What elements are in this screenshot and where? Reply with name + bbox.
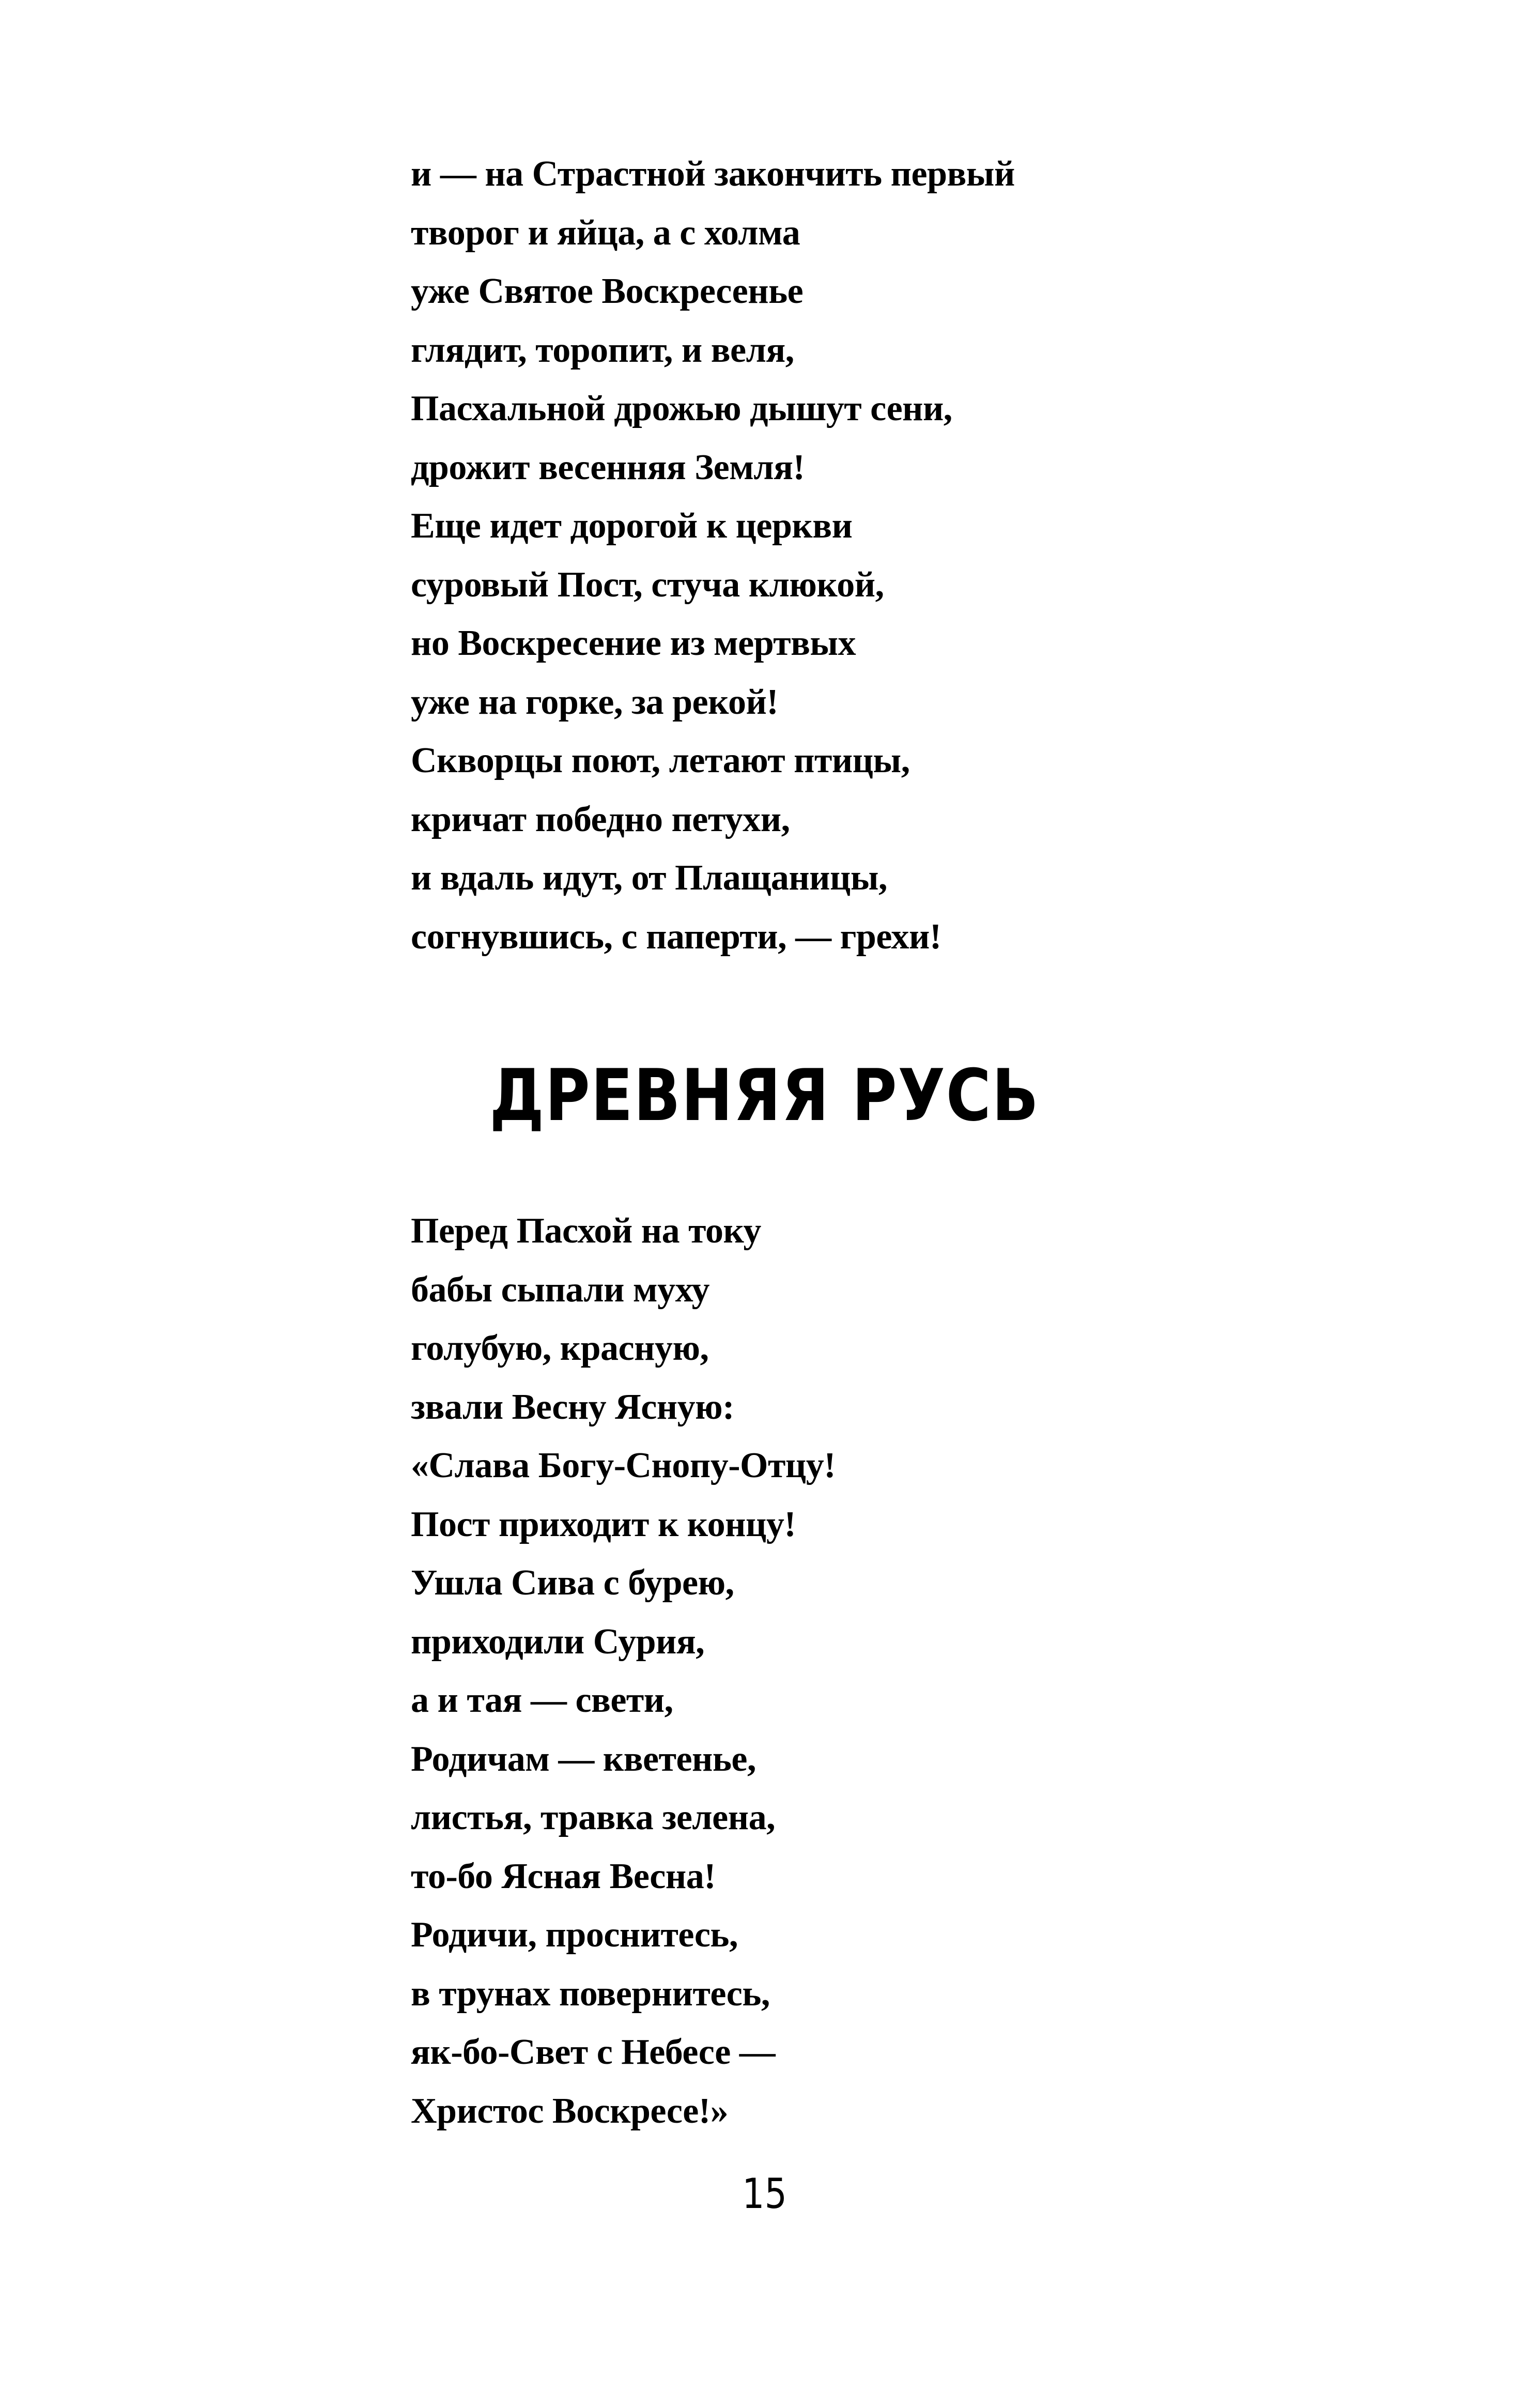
poem-line: як-бо-Свет с Небесе — bbox=[411, 2032, 776, 2072]
page-number: 15 bbox=[742, 2170, 787, 2218]
poem-line: в трунах повернитесь, bbox=[411, 1973, 770, 2014]
poem-line: звали Весну Ясную: bbox=[411, 1387, 734, 1427]
poem-line: Перед Пасхой на току bbox=[411, 1211, 761, 1251]
poem-line: и — на Страстной закончить первый bbox=[411, 154, 1015, 194]
poem-line: но Воскресение из мертвых bbox=[411, 623, 856, 663]
poem-line: Пост приходит к концу! bbox=[411, 1504, 796, 1544]
poem-line: уже на горке, за рекой! bbox=[411, 682, 779, 722]
poem-line: приходили Сурия, bbox=[411, 1621, 705, 1662]
poem-stanza-2 bbox=[411, 1202, 836, 2140]
poem-line: листья, травка зелена, bbox=[411, 1798, 776, 1837]
poem-stanza-1 bbox=[411, 145, 1015, 966]
poem-line: кричат победно петухи, bbox=[411, 799, 790, 839]
poem-line: уже Святое Воскресенье bbox=[411, 271, 804, 311]
poem-line: согнувшись, с паперти, — грехи! bbox=[411, 916, 941, 957]
poem-line: Ушла Сива с бурею, bbox=[411, 1563, 734, 1603]
poem-line: голубую, красную, bbox=[411, 1328, 709, 1368]
poem-line: Родичи, проснитесь, bbox=[411, 1915, 738, 1955]
poem-line: Христос Воскресе!» bbox=[411, 2091, 729, 2131]
poem-line: бабы сыпали муху bbox=[411, 1269, 709, 1310]
poem-line: то-бо Ясная Весна! bbox=[411, 1856, 716, 1896]
poem-line: суровый Пост, стуча клюкой, bbox=[411, 564, 884, 605]
poem-line: Скворцы поют, летают птицы, bbox=[411, 741, 910, 780]
poem-line: Пасхальной дрожью дышут сени, bbox=[411, 389, 952, 428]
poem-title: ДРЕВНЯЯ РУСЬ bbox=[489, 1054, 1040, 1137]
poem-line: творог и яйца, а с холма bbox=[411, 212, 800, 253]
poem-line: а и тая — свети, bbox=[411, 1680, 673, 1720]
poem-line: глядит, торопит, и веля, bbox=[411, 330, 794, 370]
poem-line: «Слава Богу-Снопу-Отцу! bbox=[411, 1446, 836, 1485]
poem-line: дрожит весенняя Земля! bbox=[411, 447, 805, 487]
poem-line: и вдаль идут, от Плащаницы, bbox=[411, 858, 887, 898]
poem-line: Еще идет дорогой к церкви bbox=[411, 506, 853, 546]
poem-line: Родичам — кветенье, bbox=[411, 1739, 756, 1779]
